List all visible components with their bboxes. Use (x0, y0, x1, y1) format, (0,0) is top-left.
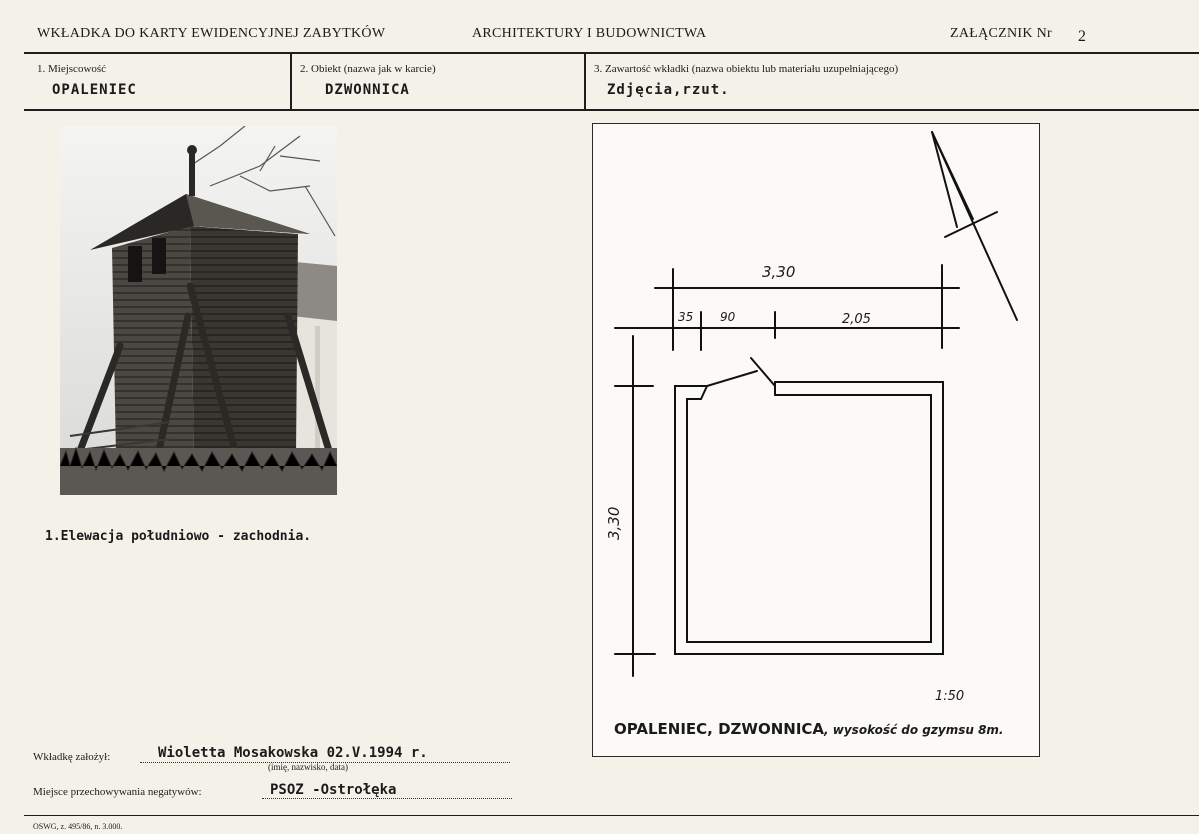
plan-caption-main: OPALENIEC, DZWONNICA (614, 720, 825, 738)
photo-caption: 1.Elewacja południowo - zachodnia. (45, 529, 312, 544)
place-value: OPALENIEC (52, 82, 137, 98)
content-value: Zdjęcia,rzut. (607, 82, 730, 98)
belfry-photo (60, 126, 337, 495)
floor-plan-drawing (592, 123, 1040, 757)
dim-total-top: 3,30 (762, 263, 796, 281)
author-hint: (imię, nazwisko, data) (268, 762, 348, 772)
object-value: DZWONNICA (325, 82, 410, 98)
print-code: OSWG, z. 495/86, n. 3.000. (33, 822, 123, 831)
place-label: 1. Miejscowość (37, 63, 107, 75)
field-divider-1 (290, 53, 292, 110)
plan-caption (614, 720, 1003, 739)
storage-label: Miejsce przechowywania negatywów: (33, 786, 202, 798)
dim-left: 3,30 (605, 506, 623, 540)
author-label: Wkładkę założył: (33, 751, 111, 763)
dim-segment-3: 2,05 (842, 312, 871, 327)
header-rule-top (24, 52, 1199, 54)
form-title: WKŁADKA DO KARTY EWIDENCYJNEJ ZABYTKÓW (37, 26, 386, 41)
object-label: 2. Obiekt (nazwa jak w karcie) (300, 63, 436, 75)
plan-caption-extra: , wysokość do gzymsu 8m. (824, 723, 1004, 737)
field-divider-2 (584, 53, 586, 110)
attachment-label: ZAŁĄCZNIK Nr (950, 26, 1052, 41)
dim-segment-2: 90 (720, 310, 736, 324)
dim-segment-1: 35 (678, 310, 694, 324)
north-arrow-icon (932, 132, 1017, 320)
header-rule-bottom (24, 109, 1199, 111)
footer-rule (24, 815, 1199, 816)
form-subtitle: ARCHITEKTURY I BUDOWNICTWA (472, 26, 707, 41)
content-label: 3. Zawartość wkładki (nazwa obiektu lub materiału uzupełniającego) (594, 63, 899, 75)
plan-scale: 1:50 (935, 689, 965, 704)
storage-value: PSOZ -Ostrołęka (270, 782, 397, 798)
attachment-number: 2 (1078, 28, 1086, 45)
author-value: Wioletta Mosakowska 02.V.1994 r. (158, 745, 428, 761)
storage-dotline (262, 798, 512, 799)
